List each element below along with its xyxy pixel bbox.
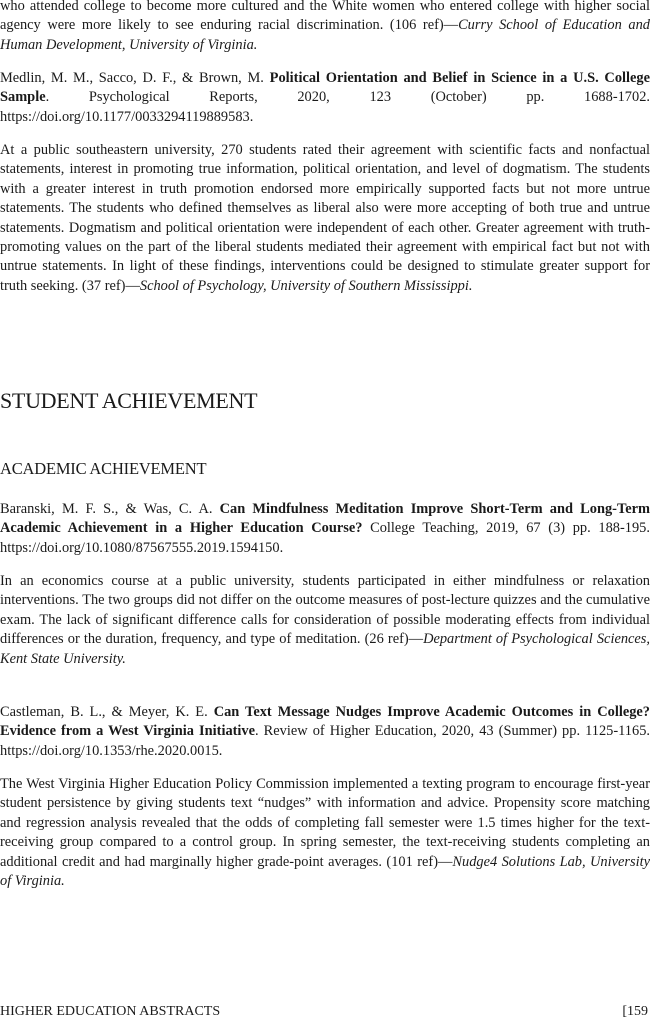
- abstract-castleman: [0, 775, 650, 891]
- citation-title: Can Mindfulness Meditation Improve Short-Term and Long-Term Academic Achievement in a Higher Education Course?: [0, 501, 650, 537]
- abstract-medlin: [0, 141, 650, 296]
- continuation-paragraph: [0, 0, 650, 55]
- footer-journal-title: HIGHER EDUCATION ABSTRACTS: [0, 1004, 221, 1019]
- abstract-text: In an economics course at a public university, students participated in either mindfulness or relaxation interventions. The two groups did not differ on the outcome measures of post-lecture quizzes and the cumulative exam. The lack of significant difference calls for consideration of possible moderating effects from individual differences or the duration, frequency, and type of meditation. (26 ref)—: [0, 573, 650, 648]
- abstract-affiliation: Department of Psychological Sciences, Kent State University.: [0, 631, 650, 667]
- footer-page-number: [159: [622, 1004, 648, 1019]
- abstract-affiliation: Nudge4 Solutions Lab, University of Virginia.: [0, 853, 650, 890]
- citation-title: Can Text Message Nudges Improve Academic Outcomes in College? Evidence from a West Virginia Initiative: [0, 704, 650, 740]
- abstract-text: At a public southeastern university, 270 students rated their agreement with scientific facts and nonfactual statements, interest in promoting true information, political orientation, and level of dogmatism. The students with a greater interest in truth promotion endorsed more empirically supported facts but not more untrue statements. The students who defined themselves as liberal also were more accepting of both true and untrue statements. Dogmatism and political orientation were independent of each other. Greater agreement with truth-promoting values on the part of the liberal students mediated their agreement with empirical fact but not with untrue statements. In light of these findings, interventions could be designed to stimulate greater support for truth seeking. (37 ref)—: [0, 142, 650, 294]
- citation-source: . Psychological Reports, 2020, 123 (October) pp. 1688-1702. https://doi.org/10.1177/0033294119889583.: [0, 89, 650, 125]
- abstract-affiliation: School of Psychology, University of Southern Mississippi.: [139, 277, 473, 294]
- abstract-baranski: [0, 572, 650, 669]
- citation-baranski: [0, 500, 650, 558]
- citation-medlin: [0, 69, 650, 127]
- subsection-title: ACADEMIC ACHIEVEMENT: [0, 459, 207, 478]
- citation-source: . Review of Higher Education, 2020, 43 (Summer) pp. 1125-1165. https://doi.org/10.1353/rhe.2020.0015.: [0, 723, 650, 759]
- continuation-text: who attended college to become more cultured and the White women who entered college with higher social agency were more likely to see enduring racial discrimination. (106 ref)—: [0, 0, 650, 34]
- continuation-affiliation: Curry School of Education and Human Development, University of Virginia.: [0, 17, 650, 53]
- section-title: STUDENT ACHIEVEMENT: [0, 388, 258, 413]
- abstract-text: The West Virginia Higher Education Policy Commission implemented a texting program to encourage first-year student persistence by giving students text “nudges” with information and advice. Propensity score matching and regression analysis revealed that the odds of completing fall semester were 1.5 times higher for the text-receiving group compared to a control group. In spring semester, the text-receiving students completing an additional credit and had marginally higher grade-point averages. (101 ref)—: [0, 776, 650, 870]
- citation-source: College Teaching, 2019, 67 (3) pp. 188-195. https://doi.org/10.1080/87567555.2019.1594150.: [0, 520, 650, 556]
- citation-authors: Medlin, M. M., Sacco, D. F., & Brown, M.: [0, 70, 270, 86]
- citation-castleman: [0, 703, 650, 761]
- citation-title: Political Orientation and Belief in Science in a U.S. College Sample: [0, 70, 650, 106]
- citation-authors: Baranski, M. F. S., & Was, C. A.: [0, 501, 220, 517]
- citation-authors: Castleman, B. L., & Meyer, K. E.: [0, 704, 214, 720]
